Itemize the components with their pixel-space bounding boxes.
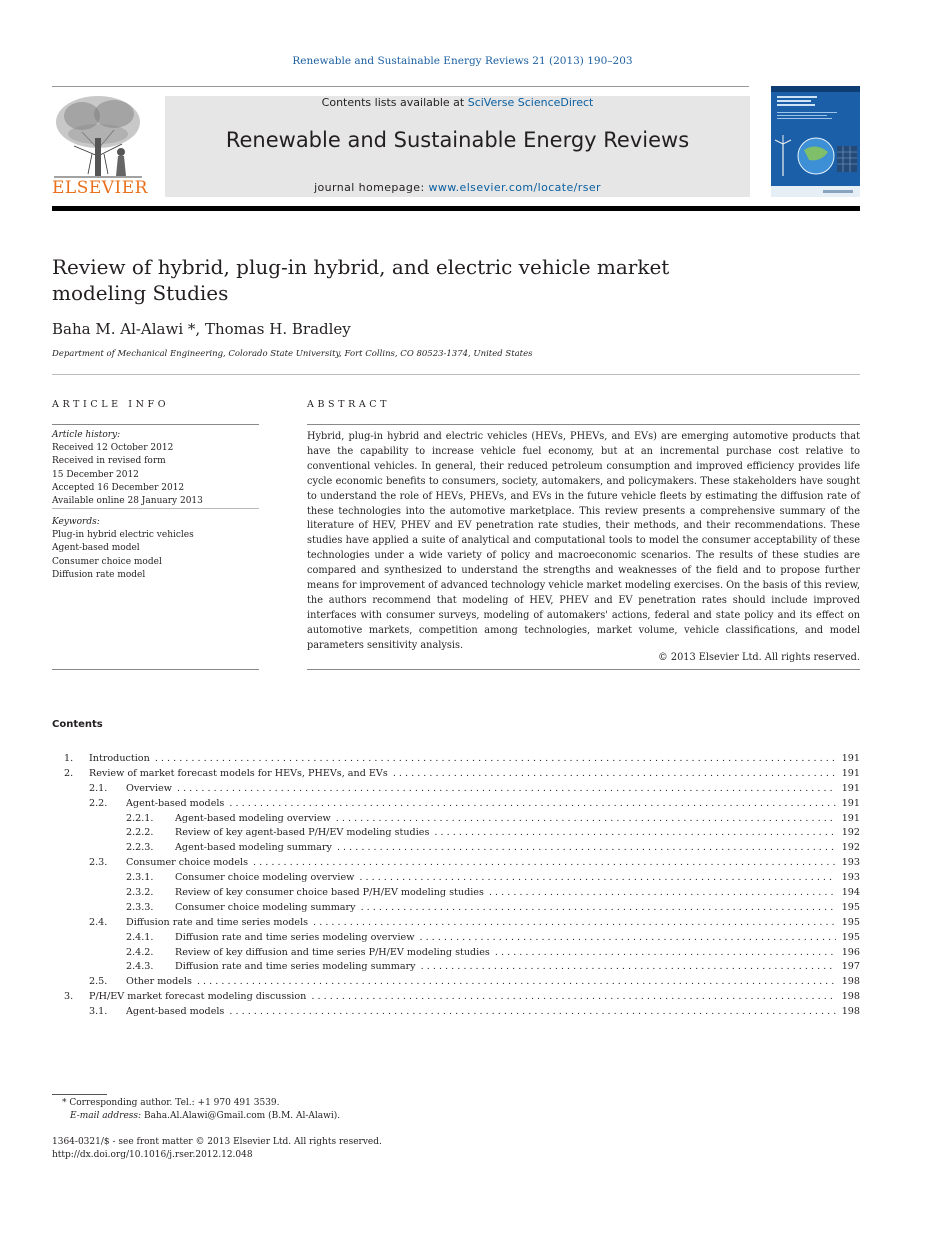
- doi-link[interactable]: http://dx.doi.org/10.1016/j.rser.2012.12.048: [52, 1150, 253, 1160]
- toc-entry-number: 2.3.1.: [126, 872, 154, 884]
- toc-entry-number: 2.3.: [89, 857, 108, 869]
- toc-entry-title-wrap: [175, 946, 836, 961]
- toc-entry-number: 2.2.3.: [126, 842, 154, 854]
- header-top-rule: [52, 86, 749, 87]
- toc-entry[interactable]: [52, 990, 860, 1005]
- header-bottom-bar: [52, 206, 860, 211]
- toc-entry-title-wrap: [126, 975, 836, 990]
- article-title: Review of hybrid, plug-in hybrid, and electric vehicle market modeling Studies: [52, 255, 670, 305]
- toc-entry-number: 2.2.: [89, 797, 108, 809]
- toc-entry-page: 191: [841, 797, 860, 809]
- toc-entry[interactable]: [52, 901, 860, 916]
- toc-entry-title-wrap: [126, 856, 836, 871]
- journal-cover-image[interactable]: [771, 86, 860, 197]
- footnote-rule: [52, 1094, 107, 1095]
- toc-entry-title[interactable]: Diffusion rate and time series modeling overview: [175, 931, 415, 943]
- journal-homepage: [165, 181, 750, 194]
- contents-heading: Contents: [52, 719, 103, 730]
- toc-entry-title[interactable]: Diffusion rate and time series models: [126, 916, 309, 928]
- toc-entry-title-wrap: [126, 782, 836, 797]
- sciencedirect-link[interactable]: SciVerse ScienceDirect: [467, 96, 594, 109]
- toc-entry-number: 2.: [64, 767, 74, 779]
- article-info-rule-mid: [52, 508, 259, 509]
- toc-entry-number: 2.2.2.: [126, 827, 154, 839]
- toc-entry[interactable]: [52, 782, 860, 797]
- toc-entry-page: 193: [841, 857, 860, 869]
- abstract-copyright: © 2013 Elsevier Ltd. All rights reserved.: [658, 652, 860, 663]
- toc-entry[interactable]: [52, 960, 860, 975]
- toc-entry-title-wrap: [175, 841, 836, 856]
- toc-entry[interactable]: [52, 931, 860, 946]
- toc-entry[interactable]: [52, 975, 860, 990]
- toc-entry-number: 2.5.: [89, 976, 108, 988]
- article-info-heading: ARTICLE INFO: [52, 399, 170, 410]
- toc-entry-page: 195: [841, 931, 860, 943]
- toc-entry[interactable]: [52, 797, 860, 812]
- toc-entry[interactable]: [52, 1005, 860, 1020]
- homepage-prefix: journal homepage:: [314, 181, 429, 194]
- abstract-rule-top: [307, 424, 860, 425]
- table-of-contents: [52, 752, 860, 1020]
- contents-availability: [165, 96, 750, 109]
- toc-entry-page: 195: [841, 916, 860, 928]
- article-info-rule-bottom: [52, 669, 259, 670]
- toc-entry[interactable]: [52, 886, 860, 901]
- history-label: Article history:: [52, 430, 121, 440]
- toc-entry-page: 191: [841, 812, 860, 824]
- history-item: 15 December 2012: [52, 469, 139, 480]
- toc-entry[interactable]: [52, 826, 860, 841]
- email-note: [70, 1110, 340, 1123]
- toc-entry-title-wrap: [89, 990, 836, 1005]
- toc-entry-title-wrap: [175, 931, 836, 946]
- toc-entry-page: 194: [841, 887, 860, 899]
- toc-entry-title[interactable]: Diffusion rate and time series modeling summary: [175, 961, 416, 973]
- toc-entry[interactable]: [52, 856, 860, 871]
- email-address[interactable]: Baha.Al.Alawi@Gmail.com (B.M. Al-Alawi).: [143, 1111, 341, 1121]
- toc-entry-title[interactable]: Consumer choice models: [126, 857, 248, 869]
- history-item: Available online 28 January 2013: [52, 496, 203, 507]
- toc-entry-number: 3.1.: [89, 1006, 108, 1018]
- history-item: Received in revised form: [52, 456, 166, 467]
- history-item: Received 12 October 2012: [52, 443, 174, 454]
- journal-citation[interactable]: Renewable and Sustainable Energy Reviews 21 (2013) 190–203: [292, 55, 633, 67]
- article-info-rule-top: [52, 424, 259, 425]
- toc-entry-title-wrap: [175, 960, 836, 975]
- toc-entry-page: 193: [841, 872, 860, 884]
- toc-entry-number: 2.2.1.: [126, 812, 154, 824]
- toc-entry-title-wrap: [126, 916, 836, 931]
- toc-entry-page: 192: [841, 827, 860, 839]
- corresponding-author-note: * Corresponding author. Tel.: +1 970 491 3539.: [62, 1098, 280, 1108]
- toc-entry-page: 196: [841, 946, 860, 958]
- toc-entry-page: 191: [841, 782, 860, 794]
- toc-entry-title[interactable]: Agent-based modeling summary: [175, 842, 332, 854]
- toc-entry-number: 2.4.3.: [126, 961, 154, 973]
- toc-entry[interactable]: [52, 916, 860, 931]
- toc-entry-page: 192: [841, 842, 860, 854]
- toc-entry-number: 2.3.3.: [126, 901, 154, 913]
- toc-entry-title-wrap: [175, 886, 836, 901]
- toc-entry-page: 191: [841, 753, 860, 764]
- toc-entry-number: 1.: [64, 753, 74, 764]
- toc-entry-number: 2.3.2.: [126, 887, 154, 899]
- keyword-item: Consumer choice model: [52, 556, 162, 567]
- toc-entry-page: 195: [841, 901, 860, 913]
- toc-entry-title-wrap: [175, 812, 836, 827]
- keyword-item: Diffusion rate model: [52, 569, 146, 580]
- toc-entry-page: 198: [841, 991, 860, 1003]
- toc-entry[interactable]: [52, 841, 860, 856]
- toc-entry[interactable]: [52, 752, 860, 767]
- history-item: Accepted 16 December 2012: [52, 482, 185, 493]
- affiliation-rule: [52, 374, 860, 375]
- keywords-label: Keywords:: [52, 517, 100, 527]
- toc-entry[interactable]: [52, 871, 860, 886]
- issn-line: 1364-0321/$ - see front matter © 2013 Elsevier Ltd. All rights reserved.: [52, 1137, 382, 1147]
- toc-entry-page: 198: [841, 1006, 860, 1018]
- toc-entry-title-wrap: [175, 826, 836, 841]
- toc-entry-page: 198: [841, 976, 860, 988]
- elsevier-wordmark[interactable]: ELSEVIER: [52, 178, 148, 198]
- journal-name: Renewable and Sustainable Energy Reviews: [225, 128, 690, 152]
- toc-entry-number: 2.4.1.: [126, 931, 154, 943]
- keyword-item: Agent-based model: [52, 543, 140, 554]
- homepage-link[interactable]: www.elsevier.com/locate/rser: [428, 181, 601, 194]
- toc-entry-title[interactable]: Review of key diffusion and time series P/H/EV modeling studies: [175, 946, 490, 958]
- journal-banner: [165, 96, 750, 197]
- article-history: [52, 429, 259, 508]
- abstract-rule-bottom: [307, 669, 860, 670]
- toc-entry-title[interactable]: Other models: [126, 976, 192, 988]
- toc-entry-number: 2.4.: [89, 916, 108, 928]
- toc-entry-number: 3.: [64, 991, 74, 1003]
- toc-entry-title-wrap: [175, 871, 836, 886]
- toc-entry-page: 197: [841, 961, 860, 973]
- abstract-text: Hybrid, plug-in hybrid and electric vehicles (HEVs, PHEVs, and EVs) are emerging automotive products that have the capability to increase vehicle fuel economy, but at an incremental purchase cost relative to conventional vehicles. In general, their reduced petroleum consumption and improved efficiency provides life cycle economic benefits to consumers, society, automakers, and policymakers. These stakeholders have sought to understand the role of HEVs, PHEVs, and EVs in the future vehicle fleets by estimating the diffusion rate of these technologies into the automotive marketplace. This review presents a comprehensive summary of the literature of HEV, PHEV and EV penetration rate studies, their methods, and their recommendations. These studies have applied a suite of analytical and computational tools to model the consumer acceptability of these technologies under a wide variety of policy and macroeconomic scenarios. The results of these studies are compared and synthesized to understand the strengths and weaknesses of the field and to propose further means for improvement of advanced technology vehicle market modeling exercises. On the basis of this review, the authors recommend that modeling of HEV, PHEV and EV penetration rates should include improved interfaces with consumer surveys, modeling of automakers' actions, federal and state policy and its effect on automotive markets, competition among technologies, market volume, vehicle classifications, and model parameters sensitivity analysis.: [307, 431, 860, 651]
- toc-entry-title[interactable]: Consumer choice modeling summary: [175, 901, 356, 913]
- toc-entry-page: 191: [841, 767, 860, 779]
- toc-entry-title[interactable]: Overview: [126, 782, 172, 794]
- toc-entry-title[interactable]: Agent-based models: [126, 1006, 225, 1018]
- toc-entry[interactable]: [52, 946, 860, 961]
- contents-prefix: Contents lists available at: [321, 96, 468, 109]
- toc-entry-title-wrap: [89, 767, 836, 782]
- email-label: E-mail address:: [70, 1111, 144, 1121]
- toc-entry-title-wrap: [126, 797, 836, 812]
- toc-entry-title[interactable]: Review of key agent-based P/H/EV modeling studies: [175, 827, 430, 839]
- toc-entry-title-wrap: [126, 1005, 836, 1020]
- toc-entry[interactable]: [52, 767, 860, 782]
- author-affiliation: Department of Mechanical Engineering, Colorado State University, Fort Collins, CO 80523-1374, United States: [52, 349, 533, 359]
- keywords: [52, 516, 259, 582]
- toc-entry-number: 2.1.: [89, 782, 108, 794]
- toc-entry-title-wrap: [89, 752, 836, 767]
- toc-entry-title[interactable]: P/H/EV market forecast modeling discussion: [89, 991, 307, 1003]
- toc-entry-title[interactable]: Agent-based models: [126, 797, 225, 809]
- toc-entry-title-wrap: [175, 901, 836, 916]
- article-authors[interactable]: Baha M. Al-Alawi *, Thomas H. Bradley: [52, 320, 351, 338]
- toc-entry[interactable]: [52, 812, 860, 827]
- abstract-heading: ABSTRACT: [307, 399, 391, 410]
- toc-entry-number: 2.4.2.: [126, 946, 154, 958]
- keyword-item: Plug-in hybrid electric vehicles: [52, 530, 194, 541]
- toc-entry-title[interactable]: Review of market forecast models for HEVs, PHEVs, and EVs: [89, 767, 388, 779]
- toc-entry-title[interactable]: Introduction: [89, 753, 150, 764]
- toc-entry-title[interactable]: Review of key consumer choice based P/H/EV modeling studies: [175, 887, 484, 899]
- toc-entry-title[interactable]: Agent-based modeling overview: [175, 812, 331, 824]
- toc-entry-title[interactable]: Consumer choice modeling overview: [175, 872, 355, 884]
